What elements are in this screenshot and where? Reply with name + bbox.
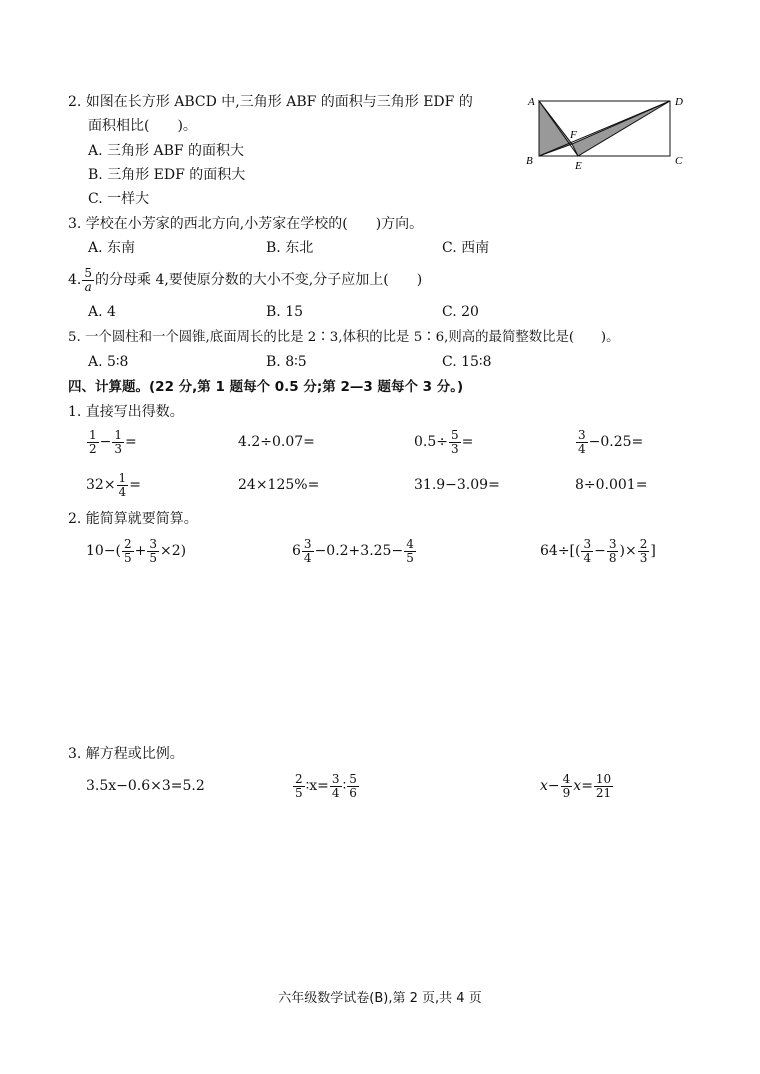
- simplify-expr-1: [86, 535, 186, 567]
- fraction: [302, 538, 314, 565]
- fraction: [449, 429, 461, 456]
- frac-num: 4: [406, 536, 414, 551]
- frac-den: 3: [451, 441, 459, 456]
- fraction: [404, 538, 416, 565]
- equals: =: [461, 434, 474, 450]
- frac-num: 5: [349, 771, 357, 786]
- fraction: [347, 773, 359, 800]
- frac-num: 4: [562, 771, 571, 786]
- direct-r1c4: [575, 426, 643, 458]
- q2-line2: 面积相比( )。: [88, 118, 197, 134]
- direct-r1c1: [86, 426, 137, 458]
- q4-text: [68, 265, 422, 295]
- frac-num: 10: [595, 771, 612, 786]
- q5-option-b: B. 8∶5: [266, 354, 307, 370]
- operator: +: [134, 543, 147, 559]
- q2-option-c: C. 一样大: [88, 191, 150, 207]
- frac-den: 5: [295, 785, 303, 800]
- expr-head: 0.5÷: [414, 434, 448, 450]
- label-f: F: [570, 129, 577, 141]
- q4-frac-den: a: [84, 279, 92, 294]
- fraction: [330, 773, 342, 800]
- frac-den: 3: [114, 441, 123, 456]
- q3-text: 3. 学校在小芳家的西北方向,小芳家在学校的( )方向。: [68, 216, 424, 232]
- direct-r2c2: 24×125%=: [238, 477, 320, 493]
- label-c: C: [675, 155, 683, 167]
- frac-num: 3: [578, 427, 586, 442]
- q4-option-c: C. 20: [442, 304, 479, 320]
- ratio-sign: ∶: [342, 778, 347, 794]
- q3-option-a: A. 东南: [88, 240, 136, 256]
- fraction: [112, 429, 124, 456]
- label-a: A: [528, 96, 535, 108]
- frac-num: 2: [639, 536, 648, 551]
- fraction: [117, 472, 129, 499]
- expr-mid: −0.2+3.25−: [314, 543, 404, 559]
- frac-den: 4: [118, 484, 127, 499]
- direct-title: 1. 直接写出得数。: [68, 404, 184, 420]
- direct-r1c2: 4.2÷0.07=: [238, 434, 315, 450]
- section4-title: 四、计算题。(22 分,第 1 题每个 0.5 分;第 2—3 题每个 3 分。): [68, 379, 464, 395]
- frac-den: 9: [562, 785, 571, 800]
- triangle-edf: [572, 101, 670, 156]
- expr-head: 64÷[(: [540, 543, 581, 559]
- triangle-abf: [539, 101, 572, 156]
- frac-num: 3: [149, 536, 158, 551]
- fraction: [87, 429, 99, 456]
- simplify-title: 2. 能简算就要简算。: [68, 511, 198, 527]
- fraction: [122, 538, 134, 565]
- frac-den: 5: [124, 550, 132, 565]
- direct-r1c3: [414, 426, 473, 458]
- q3-option-b: B. 东北: [266, 240, 314, 256]
- frac-num: 1: [89, 427, 97, 442]
- label-d: D: [675, 96, 683, 108]
- operator: −: [99, 434, 112, 450]
- fraction: [147, 538, 159, 565]
- label-e: E: [575, 160, 582, 172]
- fraction: [638, 538, 650, 565]
- expr-mid: )×: [619, 543, 637, 559]
- operator: −: [594, 543, 606, 559]
- frac-den: 6: [349, 785, 357, 800]
- q2-option-b: B. 三角形 EDF 的面积大: [88, 167, 246, 183]
- q5-text: 5. 一个圆柱和一个圆锥,底面周长的比是 2∶3,体积的比是 5∶6,则高的最简整数比是( )。: [68, 330, 620, 345]
- equation-3: [540, 770, 614, 802]
- q4-prefix: 4.: [68, 272, 82, 288]
- frac-den: 5: [149, 550, 158, 565]
- equation-1: 3.5x−0.6×3=5.2: [86, 778, 205, 794]
- q4-option-b: B. 15: [266, 304, 304, 320]
- q3-option-c: C. 西南: [442, 240, 490, 256]
- equals: =: [125, 434, 137, 450]
- frac-den: 4: [583, 550, 592, 565]
- simplify-expr-2: [292, 535, 417, 567]
- equals: =: [581, 778, 593, 794]
- frac-den: 8: [608, 550, 617, 565]
- q4-option-a: A. 4: [88, 304, 116, 320]
- rectangle-figure: [520, 92, 692, 172]
- expr-tail: −0.25=: [588, 434, 644, 450]
- q4-fraction: [82, 267, 94, 294]
- simplify-expr-3: [540, 535, 656, 567]
- frac-den: 21: [595, 785, 612, 800]
- frac-num: 1: [118, 470, 127, 485]
- frac-den: 2: [89, 441, 97, 456]
- frac-num: 5: [451, 427, 459, 442]
- equations-title: 3. 解方程或比例。: [68, 746, 184, 762]
- frac-num: 1: [114, 427, 123, 442]
- fraction: [576, 429, 588, 456]
- page-footer: 六年级数学试卷(B),第 2 页,共 4 页: [278, 991, 482, 1006]
- q2-option-a: A. 三角形 ABF 的面积大: [88, 143, 245, 159]
- operator: −: [547, 778, 560, 794]
- frac-den: 4: [303, 550, 312, 565]
- frac-num: 2: [124, 536, 132, 551]
- direct-r2c4: 8÷0.001=: [575, 477, 648, 493]
- fraction: [293, 773, 305, 800]
- expr-mid: ∶x=: [305, 778, 329, 794]
- frac-num: 3: [583, 536, 592, 551]
- frac-den: 5: [406, 550, 414, 565]
- frac-num: 3: [303, 536, 312, 551]
- frac-den: 4: [578, 441, 586, 456]
- fraction: [594, 773, 613, 800]
- direct-r2c1: [86, 469, 141, 501]
- fraction: [607, 538, 619, 565]
- q4-body: 的分母乘 4,要使原分数的大小不变,分子应加上( ): [95, 272, 423, 288]
- frac-num: 3: [331, 771, 340, 786]
- frac-num: 2: [295, 771, 303, 786]
- expr-tail: ×2): [160, 543, 187, 559]
- variable-x: x: [540, 778, 548, 794]
- fraction: [561, 773, 573, 800]
- frac-den: 4: [331, 785, 340, 800]
- mixed-whole: 6: [292, 543, 301, 559]
- expr-tail: ]: [650, 543, 656, 559]
- q5-option-a: A. 5∶8: [88, 354, 129, 370]
- q2-line1: 2. 如图在长方形 ABCD 中,三角形 ABF 的面积与三角形 EDF 的: [68, 94, 473, 110]
- fraction: [581, 538, 593, 565]
- frac-den: 3: [639, 550, 648, 565]
- equation-2: [292, 770, 360, 802]
- expr-head: 32×: [86, 477, 116, 493]
- label-b: B: [526, 155, 533, 167]
- q4-frac-num: 5: [84, 265, 92, 280]
- q5-option-c: C. 15∶8: [442, 354, 492, 370]
- equals: =: [129, 477, 141, 493]
- direct-r2c3: 31.9−3.09=: [414, 477, 500, 493]
- expr-head: 10−(: [86, 543, 122, 559]
- variable-x: x: [573, 778, 582, 794]
- frac-num: 3: [608, 536, 617, 551]
